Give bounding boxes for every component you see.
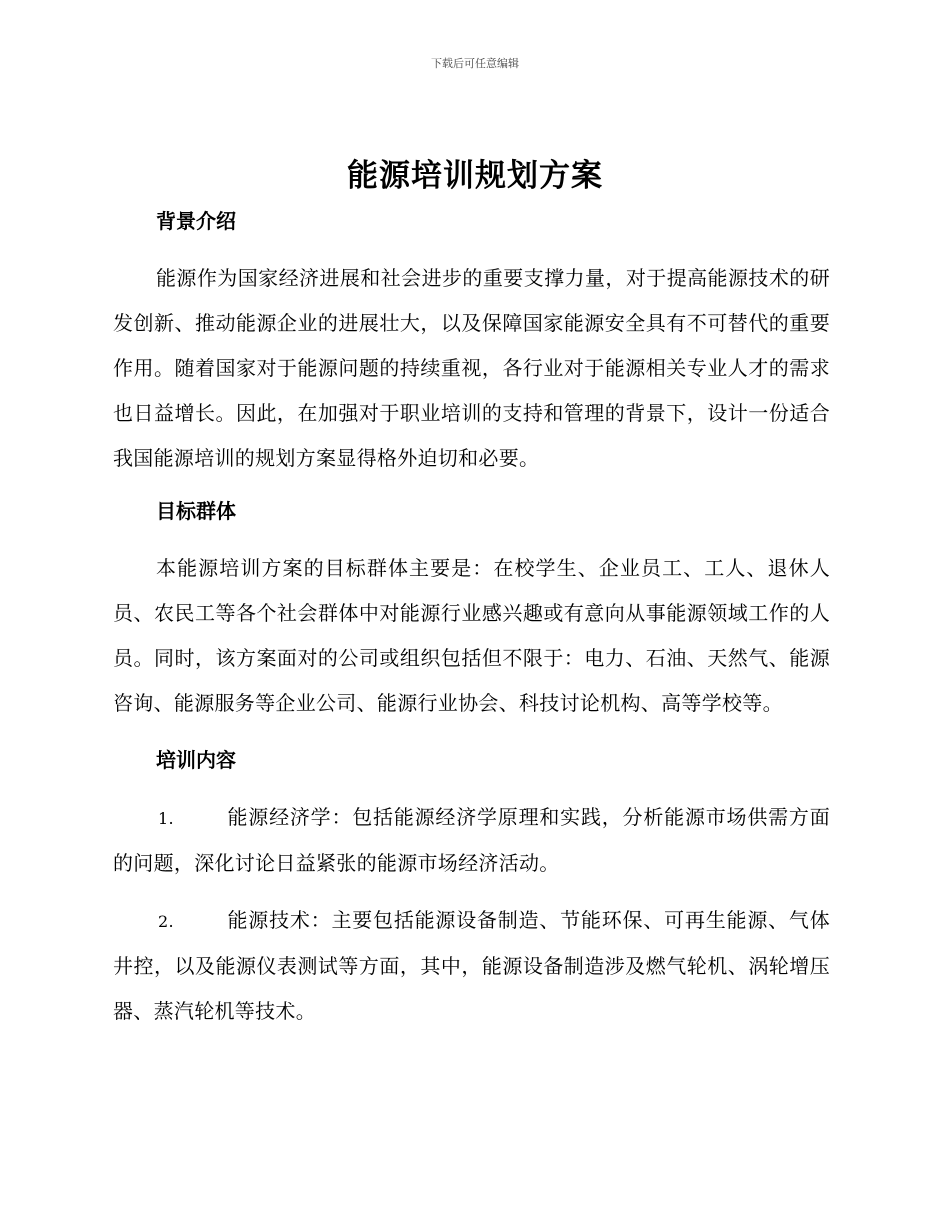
list-item-text: 能源技术：主要包括能源设备制造、节能环保、可再生能源、气体井控，以及能源仪表测试等方面，其中，能源设备制造涉及燃气轮机、涡轮增压器、蒸汽轮机等技术。 xyxy=(113,908,830,1023)
section-heading-content: 培训内容 xyxy=(156,748,236,772)
list-item-text: 能源经济学：包括能源经济学原理和实践，分析能源市场供需方面的问题，深化讨论日益紧张的能源市场经济活动。 xyxy=(113,805,830,875)
paragraph-target: 本能源培训方案的目标群体主要是：在校学生、企业员工、工人、退休人员、农民工等各个社会群体中对能源行业感兴趣或有意向从事能源领域工作的人员。同时，该方案面对的公司或组织包括但不限于：电力、石油、天然气、能源咨询、能源服务等企业公司、能源行业协会、科技讨论机构、高等学校等。 xyxy=(113,556,830,715)
list-item xyxy=(113,898,830,1034)
list-item-number: 2. xyxy=(158,912,174,931)
paragraph-background: 能源作为国家经济进展和社会进步的重要支撑力量，对于提高能源技术的研发创新、推动能源企业的进展壮大，以及保障国家能源安全具有不可替代的重要作用。随着国家对于能源问题的持续重视，各行业对于能源相关专业人才的需求也日益增长。因此，在加强对于职业培训的支持和管理的背景下，设计一份适合我国能源培训的规划方案显得格外迫切和必要。 xyxy=(113,266,830,470)
list-item-number: 1. xyxy=(158,809,174,828)
document-body xyxy=(113,200,830,1034)
header-note: 下载后可任意编辑 xyxy=(431,57,519,70)
list-item xyxy=(113,795,830,886)
document-title: 能源培训规划方案 xyxy=(347,158,603,194)
section-heading-target: 目标群体 xyxy=(156,499,236,523)
section-heading-background: 背景介绍 xyxy=(156,209,236,233)
